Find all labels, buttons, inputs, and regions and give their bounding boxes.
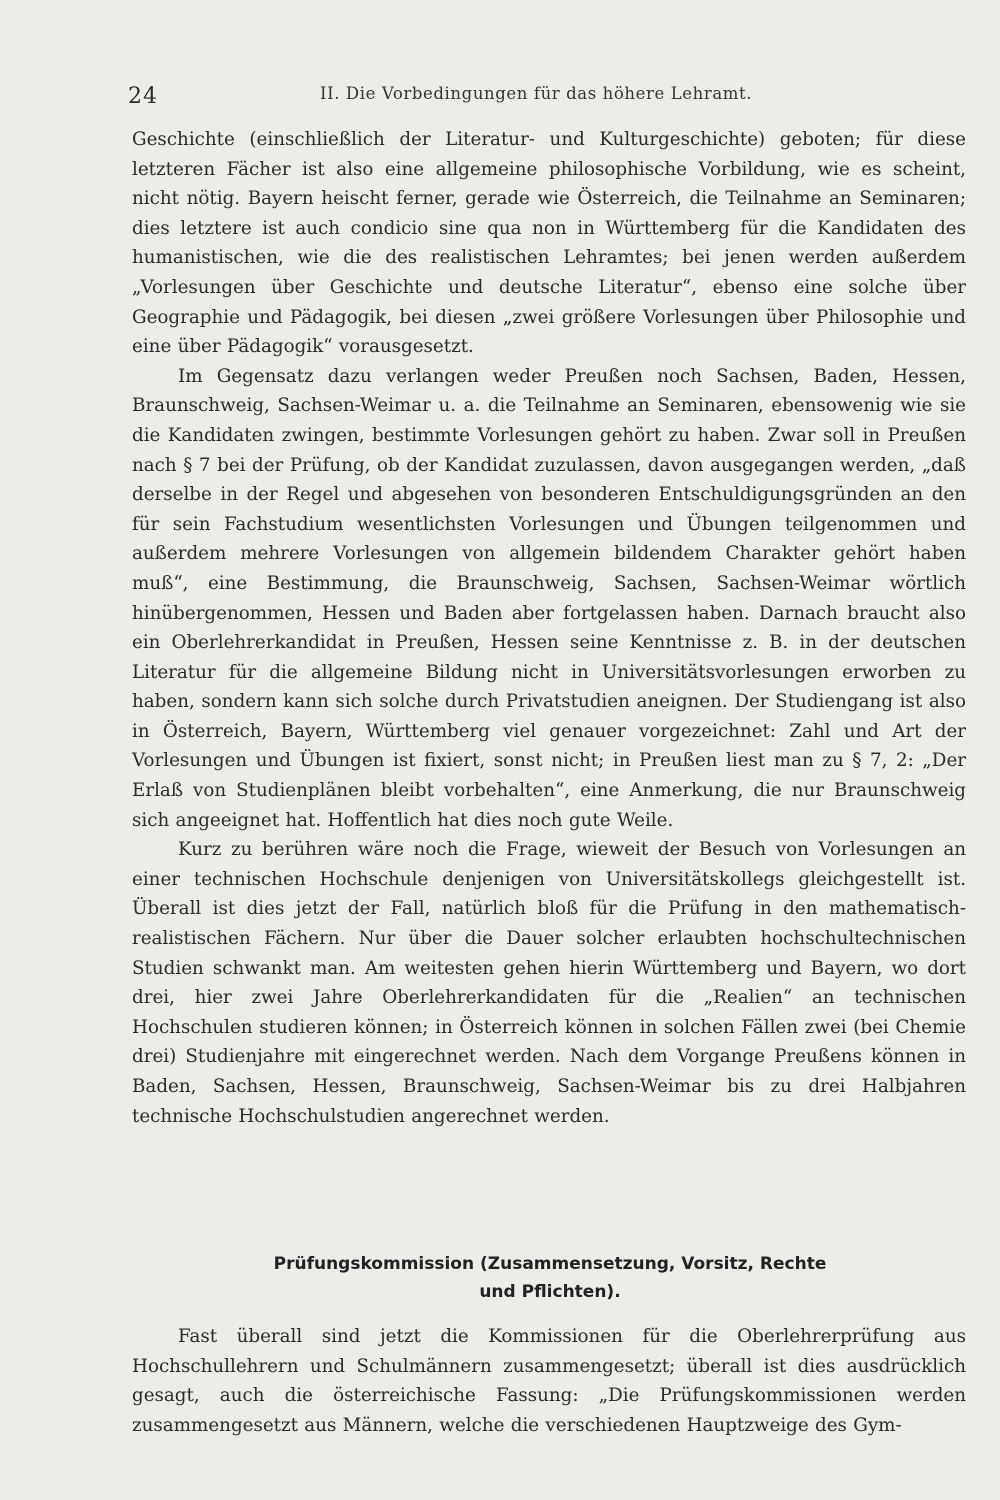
paragraph-continuation: Geschichte (einschließlich der Literatur- und Kulturgeschichte) geboten; für diese letzteren Fächer ist also eine allgemeine philosophische Vorbildung, wie es scheint, nicht nötig. Bayern heischt ferner, gerade wie Österreich, die Teilnahme an Seminaren; dies letztere ist auch condicio sine qua non in Württemberg für die Kandidaten des humanistischen, wie die des realistischen Lehramtes; bei jenen werden außerdem „Vorlesungen über Geschichte und deutsche Literatur“, ebenso eine solche über Geographie und Pädagogik, bei diesen „zwei größere Vorlesungen über Philosophie und eine über Pädagogik“ vorausgesetzt. (132, 129, 966, 358)
paragraph: Im Gegensatz dazu verlangen weder Preußen noch Sachsen, Baden, Hessen, Braunschweig, Sachsen-Weimar u. a. die Teilnahme an Seminaren, ebensowenig wie sie die Kandidaten zwingen, bestimmte Vorlesungen gehört zu haben. Zwar soll in Preußen nach § 7 bei der Prüfung, ob der Kandidat zuzulassen, davon ausgegangen werden, „daß derselbe in der Regel und abgesehen von besonderen Entschuldigungsgründen an den für sein Fachstudium wesentlichsten Vorlesungen und Übungen teilgenommen und außerdem mehrere Vorlesungen von allgemein bildendem Charakter gehört haben muß“, eine Bestimmung, die Braunschweig, Sachsen, Sachsen-Weimar wörtlich hinübergenommen, Hessen und Baden aber fortgelassen haben. Darnach braucht also ein Oberlehrerkandidat in Preußen, Hessen seine Kenntnisse z. B. in der deutschen Literatur für die allgemeine Bildung nicht in Universitätsvorlesungen erworben zu haben, sondern kann sich solche durch Privatstudien aneignen. Der Studiengang ist also in Österreich, Bayern, Württemberg viel genauer vorgezeichnet: Zahl und Art der Vorlesungen und Übungen ist fixiert, sonst nicht; in Preußen liest man zu § 7, 2: „Der Erlaß von Studienplänen bleibt vorbehalten“, eine Anmerkung, die nur Braunschweig sich angeeignet hat. Hoffentlich hat dies noch gute Weile. (132, 365, 966, 831)
paragraph: Kurz zu berühren wäre noch die Frage, wieweit der Besuch von Vorlesungen an einer technischen Hochschule denjenigen von Universitätskollegs gleichgestellt ist. Überall ist dies jetzt der Fall, natürlich bloß für die Prüfung in den mathematisch-realistischen Fächern. Nur über die Dauer solcher erlaubten hochschultechnischen Studien schwankt man. Am weitesten gehen hierin Württemberg und Bayern, wo dort drei, hier zwei Jahre Oberlehrerkandidaten für die „Realien“ an technischen Hochschulen studieren können; in Österreich können in solchen Fällen zwei (bei Chemie drei) Studienjahre mit eingerechnet werden. Nach dem Vorgange Preußens können in Baden, Sachsen, Hessen, Braunschweig, Sachsen-Weimar bis zu drei Halbjahren technische Hochschulstudien angerechnet werden. (132, 839, 966, 1127)
section-body-text (132, 1322, 966, 1440)
page-number: 24 (128, 84, 158, 109)
running-head (128, 78, 978, 118)
running-title: II. Die Vorbedingungen für das höhere Lehramt. (320, 84, 753, 103)
section-heading (150, 1250, 950, 1306)
section-heading-line: Prüfungskommission (Zusammensetzung, Vorsitz, Rechte (273, 1254, 827, 1274)
section-heading-line: und Pflichten). (479, 1282, 621, 1302)
body-text (132, 125, 966, 1131)
paragraph: Fast überall sind jetzt die Kommissionen für die Oberlehrerprüfung aus Hochschullehrern und Schulmännern zusammengesetzt; überall ist dies ausdrücklich gesagt, auch die österreichische Fassung: „Die Prüfungskommissionen werden zusammengesetzt aus Männern, welche die verschiedenen Hauptzweige des Gym- (132, 1326, 966, 1436)
